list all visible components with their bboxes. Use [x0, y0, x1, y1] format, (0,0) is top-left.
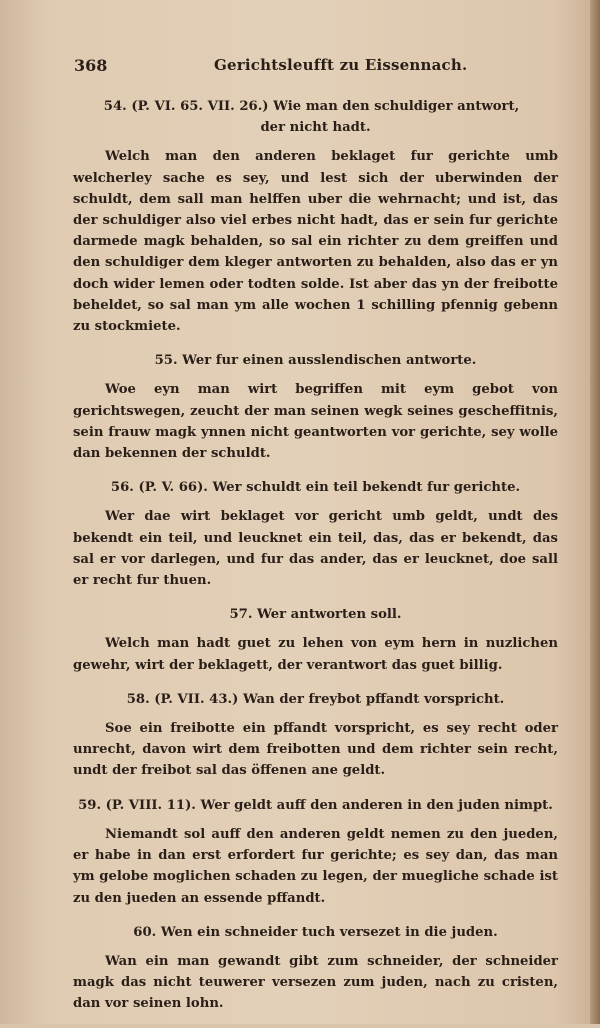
section-body: Niemandt sol auff den anderen geldt nemen zu den jueden, er habe in dan erst erfordert fur gerichte; es sey dan, das man ym gelobe moglichen schaden zu legen, der muegliche schade ist zu den jueden an essende pffandt.: [73, 826, 558, 906]
section-54: [73, 96, 558, 337]
section-heading: 57. Wer antworten soll.: [229, 607, 402, 623]
section-body: Wer dae wirt beklaget vor gericht umb geldt, undt des bekendt ein teil, und leucknet ein teil, das, das er bekendt, das sal er vor darlegen, und fur das ander, das er leucknet, doe sall er recht fur thuen.: [73, 509, 558, 589]
section-58: [73, 689, 558, 782]
page-spine-shadow: [590, 0, 600, 1024]
section-heading: 60. Wen ein schneider tuch versezet in die juden.: [133, 924, 498, 940]
section-57: [73, 604, 558, 676]
section-heading: 54. (P. VI. 65. VII. 26.) Wie man den schuldiger antwort,: [103, 99, 520, 114]
section-heading: 59. (P. VIII. 11). Wer geldt auff den anderen in den juden nimpt.: [78, 797, 553, 813]
page-header: [74, 56, 558, 80]
section-55: [73, 350, 558, 464]
section-60: [73, 922, 558, 1015]
section-heading: 55. Wer fur einen ausslendischen antworte.: [154, 353, 477, 369]
running-title: Gerichtsleufft zu Eissennach.: [214, 56, 468, 74]
page-content: [73, 96, 558, 1028]
section-body: Welch man hadt guet zu lehen von eym hern in nuzlichen gewehr, wirt der beklagett, der verantwort das guet billig.: [73, 636, 558, 673]
section-body: Welch man den anderen beklaget fur gerichte umb welcherley sache es sey, und lest sich der uberwinden der schuldt, dem sall man helffen uber die wehrnacht; und ist, das der schuldiger also viel erbes nicht hadt, das er sein fur gerichte darmede magk behalden, so sal ein richter zu dem greiffen und den schuldiger dem kleger antworten zu behalden, also das er yn doch wider lemen oder todten solde. Ist aber das yn der freibotte beheldet, so sal man ym alle wochen 1 schilling pfennig gebenn zu stockmiete.: [73, 149, 558, 335]
section-56: [73, 477, 558, 591]
section-body: Woe eyn man wirt begriffen mit eym gebot von gerichtswegen, zeucht der man seinen wegk seines gescheffitnis, sein frauw magk ynnen nicht geantworten vor gerichte, sey wolle dan bekennen der schuldt.: [73, 382, 558, 462]
section-heading: 58. (P. VII. 43.) Wan der freybot pffandt vorspricht.: [126, 691, 505, 707]
section-body: Wan ein man gewandt gibt zum schneider, der schneider magk das nicht teuwerer versezen zum juden, nach zu cristen, dan vor seinen lohn.: [73, 953, 558, 1012]
section-heading-continued: der nicht hadt.: [260, 120, 371, 136]
page-number: 368: [74, 56, 108, 75]
section-59: [73, 795, 558, 909]
section-heading: 56. (P. V. 66). Wer schuldt ein teil bekendt fur gerichte.: [110, 480, 521, 496]
section-body: Soe ein freibotte ein pffandt vorspricht, es sey recht oder unrecht, davon wirt dem freibotten und dem richter sein recht, undt der freibot sal das öffenen ane geldt.: [73, 721, 558, 779]
